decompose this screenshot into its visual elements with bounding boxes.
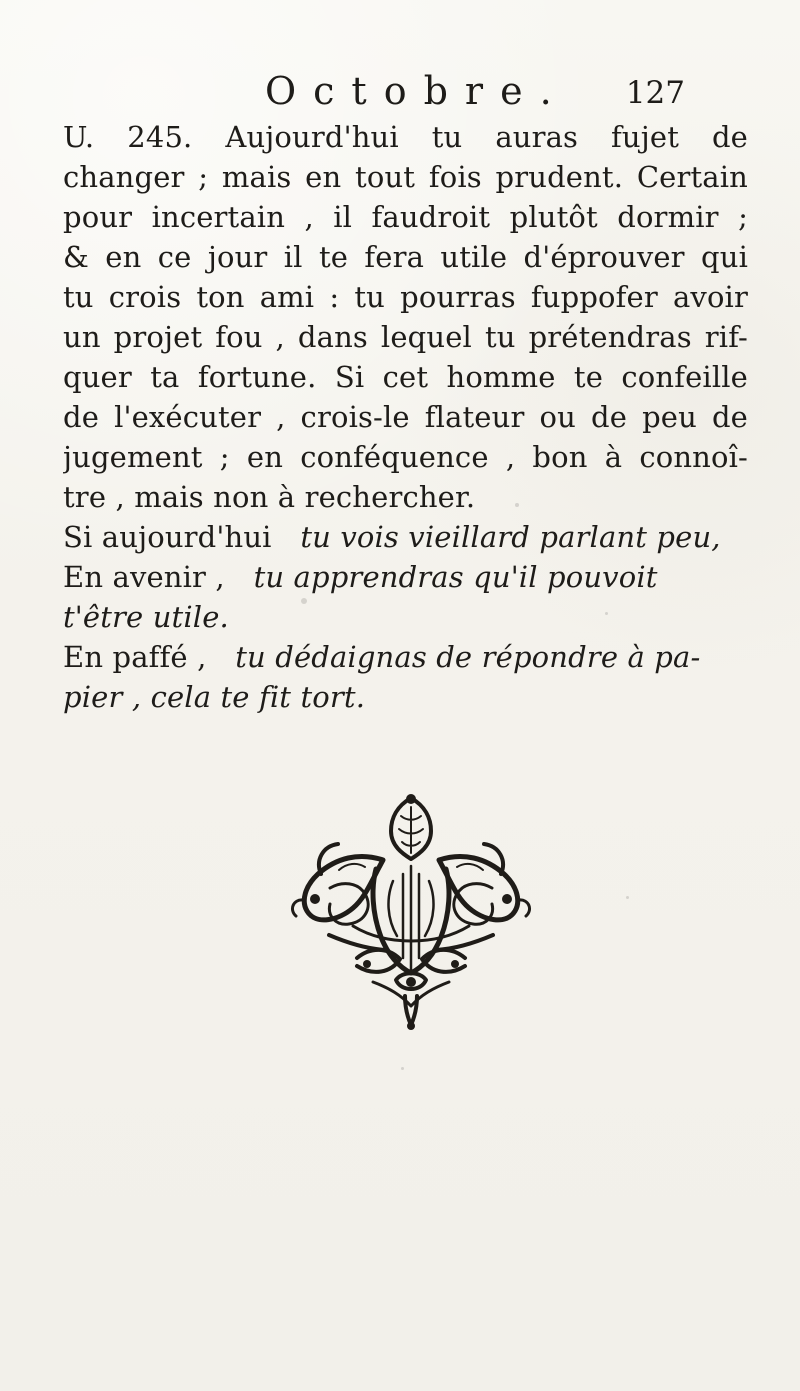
text-block (63, 117, 748, 717)
si-aujourdhui-line (63, 517, 748, 557)
en-avenir-italic: tu apprendras qu'il pouvoit (253, 560, 658, 594)
en-passe-italic-1: tu dédaignas de répondre à pa- (235, 640, 701, 674)
text-line-8: de l'exécuter , crois-le flateur ou de peu de (63, 400, 748, 434)
paper-speck (301, 598, 307, 604)
paper-speck (515, 503, 519, 507)
text-line-2: changer ; mais en tout fois prudent. Certain (63, 160, 748, 194)
ornamental-vignette-icon (281, 790, 541, 1030)
text-line-7: quer ta fortune. Si cet homme te confeille (63, 360, 748, 394)
en-avenir-prefix: En avenir , (63, 560, 225, 594)
page-number: 127 (625, 75, 685, 111)
month-heading: Octobre. (265, 69, 569, 113)
en-avenir-line (63, 557, 748, 597)
text-line-6: un projet fou , dans lequel tu prétendras rif- (63, 320, 748, 354)
text-line-4: & en ce jour il te fera utile d'éprouver qui (63, 240, 748, 274)
text-line-3: pour incertain , il faudroit plutôt dormir ; (63, 200, 748, 234)
paper-speck (605, 612, 608, 615)
text-line-10: tre , mais non à rechercher. (63, 480, 476, 514)
paper-speck (401, 1067, 404, 1070)
text-line-9: jugement ; en conféquence , bon à connoî- (63, 440, 748, 474)
si-aujourdhui-italic: tu vois vieillard parlant peu, (300, 520, 721, 554)
si-aujourdhui-prefix: Si aujourd'hui (63, 520, 272, 554)
paper-speck (626, 896, 629, 899)
en-passe-line (63, 637, 748, 677)
en-avenir-continuation: t'être utile. (63, 600, 229, 634)
text-line-1: U. 245. Aujourd'hui tu auras fujet de (63, 120, 748, 154)
en-passe-italic-2: pier , cela te fit tort. (63, 680, 366, 714)
text-line-5: tu crois ton ami : tu pourras fuppofer avoir (63, 280, 748, 314)
en-passe-prefix: En paffé , (63, 640, 207, 674)
